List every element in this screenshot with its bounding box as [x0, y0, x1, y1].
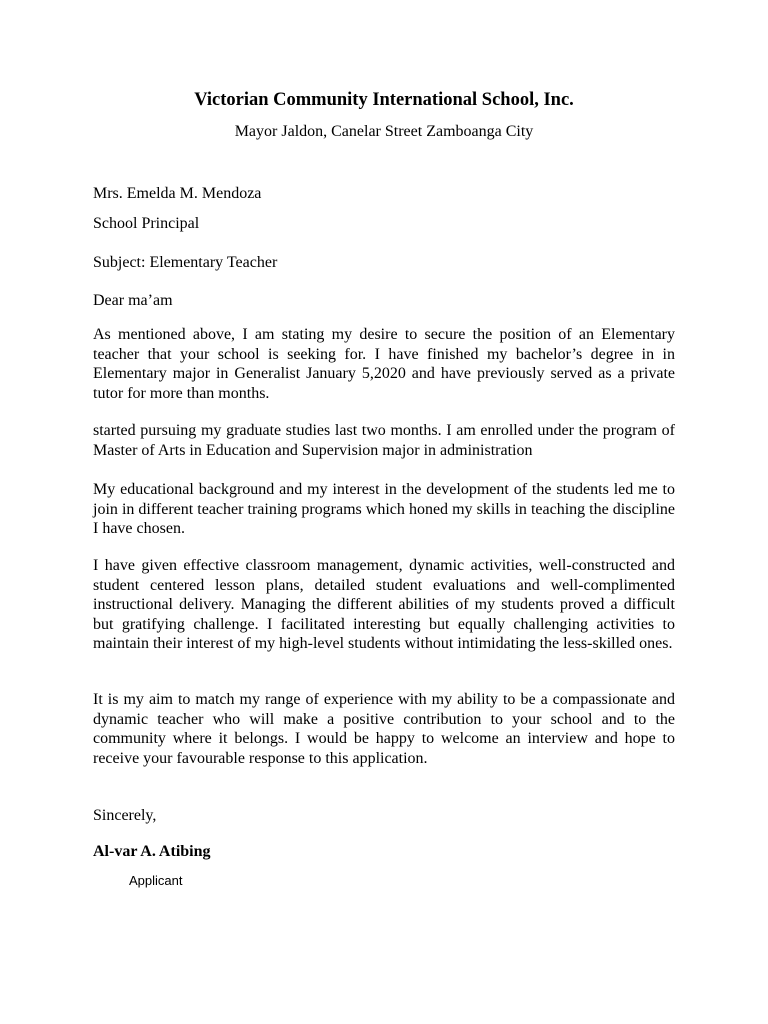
salutation: Dear ma’am — [93, 292, 173, 309]
body-paragraph-4: It is my aim to match my range of experience with my ability to be a compassionate and dynamic teacher who will make a positive contribution to your school and to the community where it belongs. I would be happy to welcome an interview and hope to receive your favourable response to this application. — [93, 691, 675, 767]
school-address: Mayor Jaldon, Canelar Street Zamboanga City — [234, 123, 534, 140]
body-paragraph-1: As mentioned above, I am stating my desire to secure the position of an Elementary teacher that your school is seeking for. I have finished my bachelor’s degree in in Elementary major in Generalist January 5,2020 and have previously served as a private tutor for more than months. — [93, 326, 675, 402]
subject-line: Subject: Elementary Teacher — [93, 254, 278, 271]
body-paragraph-2b: My educational background and my interest in the development of the students led me to join in different teacher training programs which honed my skills in teaching the discipline I have chosen. — [93, 481, 675, 538]
body-paragraph-3: I have given effective classroom management, dynamic activities, well-constructed and student centered lesson plans, detailed student evaluations and well-complimented instructional delivery. Managing the different abilities of my students proved a difficult but gratifying challenge. I facilitated interesting but equally challenging activities to maintain their interest of my high-level students without intimidating the less-skilled ones. — [93, 557, 675, 653]
signature-role: Applicant — [129, 873, 183, 888]
closing: Sincerely, — [93, 807, 157, 824]
body-paragraph-2a: started pursuing my graduate studies last two months. I am enrolled under the program of Master of Arts in Education and Supervision major in administration — [93, 422, 675, 459]
school-name: Victorian Community International School, Inc. — [194, 90, 574, 110]
recipient-name: Mrs. Emelda M. Mendoza — [93, 185, 262, 202]
recipient-title: School Principal — [93, 215, 200, 232]
signature-name: Al-var A. Atibing — [93, 843, 211, 860]
